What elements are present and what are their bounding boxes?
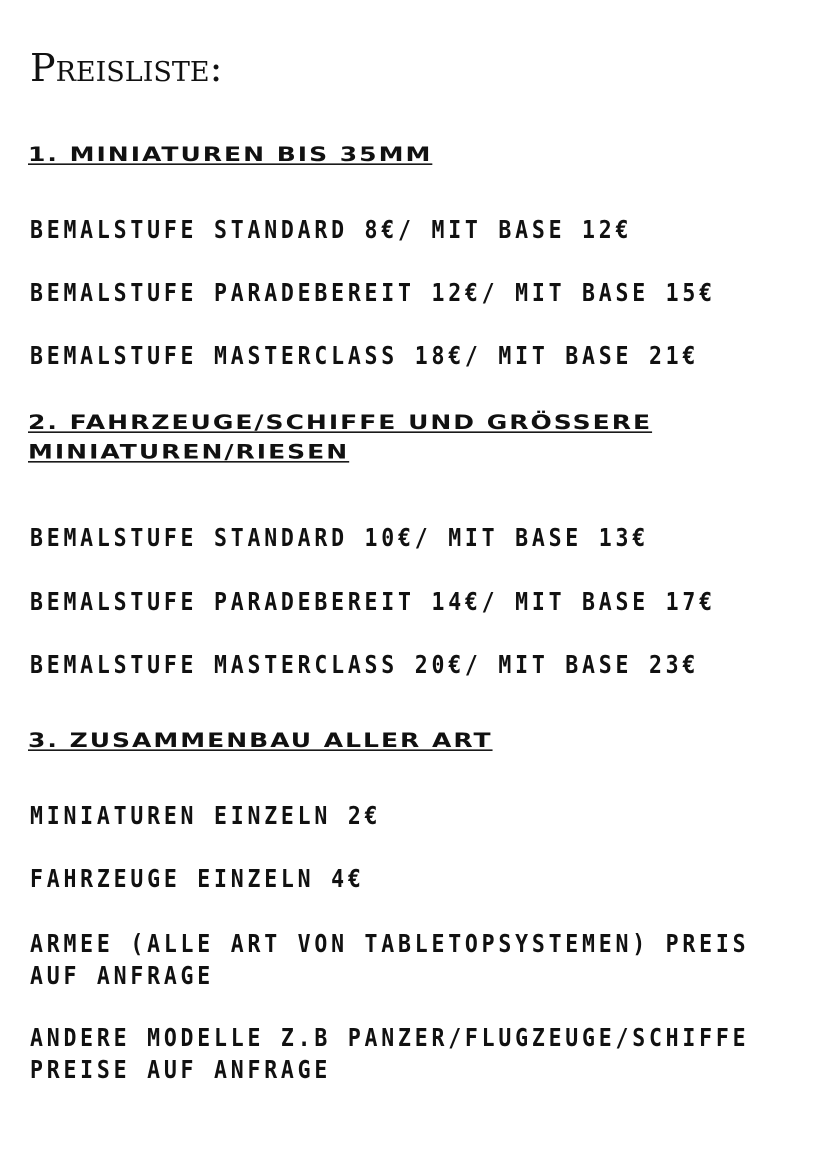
page-title: Preisliste: <box>30 46 223 90</box>
price-item: FAHRZEUGE EINZELN 4€ <box>30 864 365 893</box>
price-item: BEMALSTUFE PARADEBEREIT 14€/ MIT BASE 17€ <box>30 587 716 616</box>
price-item: BEMALSTUFE STANDARD 10€/ MIT BASE 13€ <box>30 523 649 552</box>
price-item: BEMALSTUFE MASTERCLASS 18€/ MIT BASE 21€ <box>30 341 700 370</box>
section-heading-miniatures: 1. MINIATUREN BIS 35MM <box>28 143 433 166</box>
price-item: ANDERE MODELLE Z.B PANZER/FLUGZEUGE/SCHIFFE PREISE AUF ANFRAGE <box>30 1023 750 1084</box>
price-item: BEMALSTUFE MASTERCLASS 20€/ MIT BASE 23€ <box>30 650 700 679</box>
price-item: ARMEE (ALLE ART VON TABLETOPSYSTEMEN) PREIS AUF ANFRAGE <box>30 929 750 990</box>
price-item: BEMALSTUFE STANDARD 8€/ MIT BASE 12€ <box>30 215 633 244</box>
price-item: BEMALSTUFE PARADEBEREIT 12€/ MIT BASE 15€ <box>30 278 716 307</box>
section-heading-assembly: 3. ZUSAMMENBAU ALLER ART <box>28 729 493 752</box>
section-heading-vehicles: 2. FAHRZEUGE/SCHIFFE UND GRÖSSERE MINIATUREN/RIESEN <box>28 411 653 464</box>
price-item: MINIATUREN EINZELN 2€ <box>30 801 382 830</box>
